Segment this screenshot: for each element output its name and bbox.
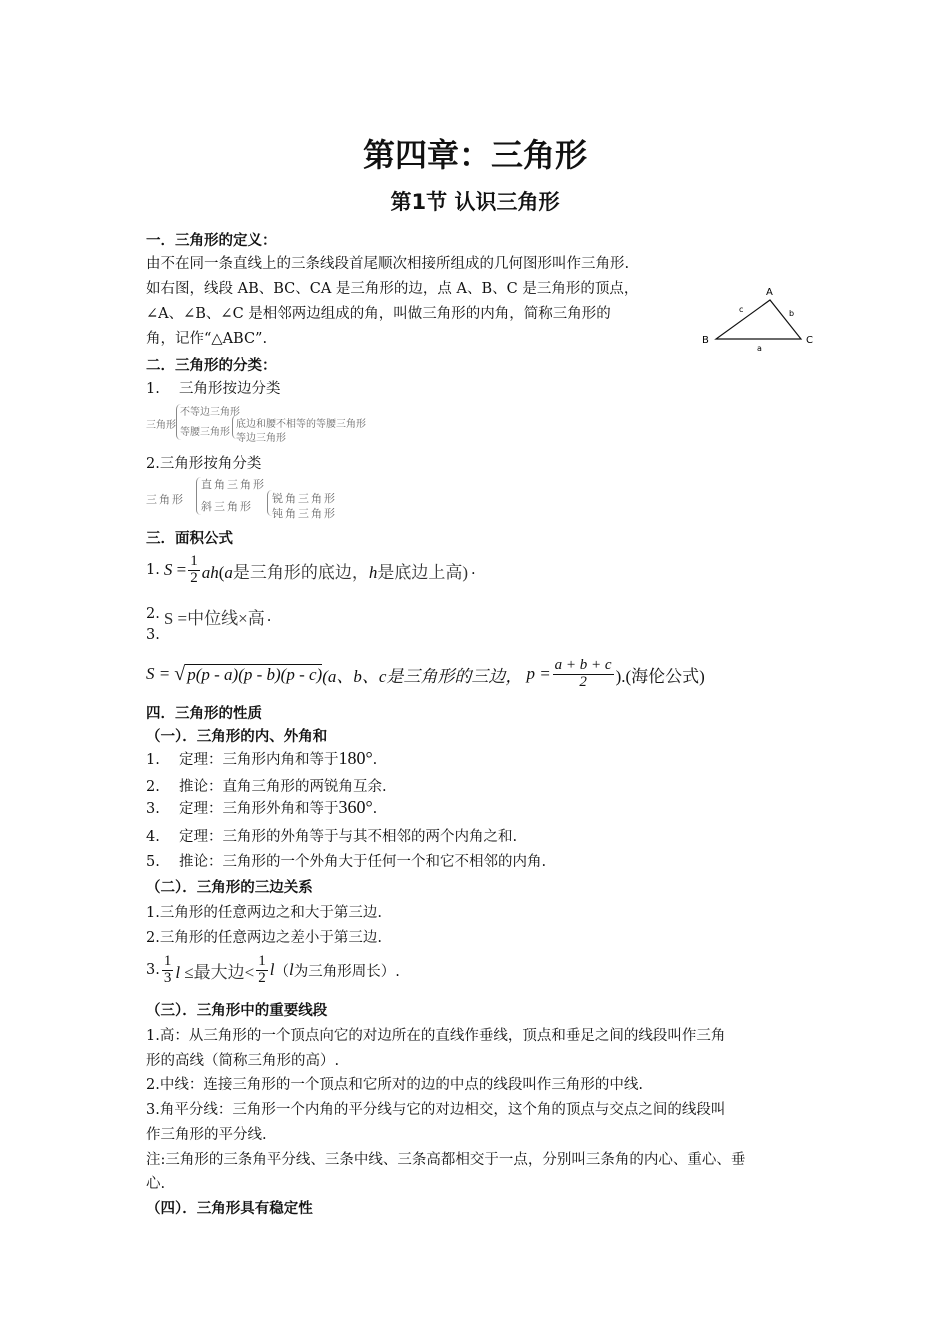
relation3-label: 3. (146, 962, 160, 978)
formula2-label: 2. (146, 605, 160, 622)
heading-classification: 二．三角形的分类： (146, 358, 277, 374)
formula3-text2: ).(海伦公式) (615, 666, 705, 686)
formula1-a: a (224, 562, 233, 582)
formula2-expr: S =中位线×高 (163, 609, 265, 628)
formula1-num: 1 (190, 552, 198, 569)
page-title: 第四章：三角形 (362, 136, 587, 174)
relation3-mid: ≤最大边< (184, 962, 255, 982)
tree2-oblique: 斜三角形 (201, 500, 253, 513)
vertex-label-a: A (766, 287, 773, 298)
heading-properties: 四．三角形的性质 (146, 706, 262, 722)
definition-line-1: 由不在同一条直线上的三条线段首尾顺次相接所组成的几何图形叫作三角形. (146, 256, 630, 272)
property-1-text: 1. 定理：三角形内角和等于 (146, 752, 339, 768)
relation3-fraction-1 (162, 954, 174, 987)
classification-by-angles: 2.三角形按角分类 (146, 456, 262, 472)
segment-altitude-line-1: 1.高：从三角形的一个顶点向它的对边所在的直线作垂线，顶点和垂足之间的线段叫作三角 (146, 1028, 726, 1044)
formula1-label: 1. (146, 562, 160, 578)
formula1-ah: ah (201, 562, 219, 582)
area-formula-2 (146, 598, 271, 629)
tree1-isosceles-non-equilateral: 底边和腰不相等的等腰三角形 (236, 419, 366, 430)
formula1-den: 2 (190, 569, 198, 586)
tree1-scalene: 不等边三角形 (180, 407, 240, 418)
heading-definition: 一．三角形的定义： (146, 233, 277, 249)
note-line-1: 注:三角形的三条角平分线、三条中线、三条高都相交于一点，分别叫三条角的内心、重心、垂 (146, 1152, 746, 1168)
formula1-h: h (368, 562, 378, 582)
sqrt-sign: √ (174, 662, 186, 685)
relation3-den2: 2 (258, 969, 266, 986)
triangle-figure (700, 282, 820, 356)
property-3-dot: . (372, 801, 378, 817)
relation3-den1: 3 (163, 969, 172, 986)
definition-line-3: ∠A、∠B、∠C 是相邻两边组成的角，叫做三角形的内角，简称三角形的 (146, 306, 611, 322)
tree1-isosceles: 等腰三角形 (180, 427, 230, 438)
formula3-label: 3. (146, 627, 160, 643)
tree2-acute: 锐角三角形 (272, 492, 337, 505)
note-line-2: 心. (146, 1176, 166, 1192)
tree2-obtuse: 钝角三角形 (272, 507, 337, 520)
tree1-root: 三角形 (146, 420, 176, 431)
property-2: 2. 推论：直角三角形的两锐角互余. (146, 779, 387, 795)
formula3-text1: (a、b、c是三角形的三边， (322, 666, 523, 686)
tree2-root: 三角形 (146, 493, 185, 506)
formula1-open: ( (218, 562, 225, 582)
property-3-value: 360° (338, 797, 373, 817)
property-4: 4. 定理：三角形的外角等于与其不相邻的两个内角之和. (146, 829, 518, 845)
segment-bisector-line-2: 作三角形的平分线. (146, 1127, 267, 1143)
formula1-text1: 是三角形的底边， (232, 562, 369, 582)
property-3-text: 3. 定理：三角形外角和等于 (146, 801, 339, 817)
tree2-right: 直角三角形 (201, 478, 266, 491)
subheading-side-relations: （二）．三角形的三边关系 (146, 880, 313, 896)
property-5: 5. 推论：三角形的一个外角大于任何一个和它不相邻的内角. (146, 854, 547, 870)
definition-line-4: 角，记作“△ABC”. (146, 331, 268, 347)
definition-line-2: 如右图，线段 AB、BC、CA 是三角形的边，点 A、B、C 是三角形的顶点， (146, 281, 639, 297)
property-3 (146, 797, 377, 818)
formula1-s: S (163, 560, 173, 579)
area-formula-1 (146, 548, 476, 592)
relation3-num2: 1 (258, 952, 266, 969)
side-label-c: c (739, 305, 744, 314)
relation3-l1: l (175, 962, 181, 982)
tree1-equilateral: 等边三角形 (236, 433, 286, 444)
side-relation-1: 1.三角形的任意两边之和大于第三边. (146, 905, 382, 921)
triangle-abc (716, 300, 801, 339)
relation3-l3: l (288, 960, 294, 979)
relation3-fraction-2 (256, 954, 268, 987)
formula3-den: 2 (579, 673, 587, 690)
subheading-important-segments: （三）．三角形中的重要线段 (146, 1003, 328, 1019)
formula3-num: a + b + c (554, 656, 612, 673)
property-1-value: 180° (338, 748, 373, 768)
section-subtitle: 第1节 认识三角形 (390, 190, 560, 214)
subheading-stability: （四）．三角形具有稳定性 (146, 1201, 313, 1217)
formula1-fraction (188, 554, 200, 587)
formula3-fraction (553, 658, 614, 691)
vertex-label-b: B (702, 335, 709, 346)
relation3-l2: l (269, 960, 275, 979)
formula3-p: p = (526, 664, 551, 683)
formula1-eq: = (176, 560, 187, 579)
vertex-label-c: C (806, 335, 813, 346)
relation3-tail: （ (274, 963, 289, 980)
segment-median: 2.中线：连接三角形的一个顶点和它所对的边的中点的线段叫作三角形的中线. (146, 1077, 643, 1093)
relation3-tail2: 为三角形周长）. (293, 963, 400, 980)
side-label-a: a (757, 344, 762, 353)
property-1 (146, 748, 377, 769)
segment-altitude-line-2: 形的高线（简称三角形的高）. (146, 1053, 340, 1069)
formula1-text2: 是底边上高) (377, 562, 469, 582)
property-1-dot: . (372, 752, 378, 768)
side-relation-2: 2.三角形的任意两边之差小于第三边. (146, 930, 382, 946)
formula2-end: . (266, 608, 272, 625)
subheading-angle-sums: （一）．三角形的内、外角和 (146, 729, 328, 745)
heading-area-formula: 三．面积公式 (146, 531, 233, 547)
area-formula-3-heron (146, 652, 705, 696)
side-relation-3 (146, 948, 400, 992)
formula3-radicand: p(p - a)(p - b)(p - c) (187, 664, 323, 684)
formula3-s: S = (146, 664, 171, 683)
classification-by-sides: 1. 三角形按边分类 (146, 381, 281, 397)
formula1-end: . (471, 562, 476, 578)
relation3-num1: 1 (163, 952, 172, 969)
side-label-b: b (789, 309, 795, 318)
segment-bisector-line-1: 3.角平分线：三角形一个内角的平分线与它的对边相交，这个角的顶点与交点之间的线段叫 (146, 1102, 726, 1118)
